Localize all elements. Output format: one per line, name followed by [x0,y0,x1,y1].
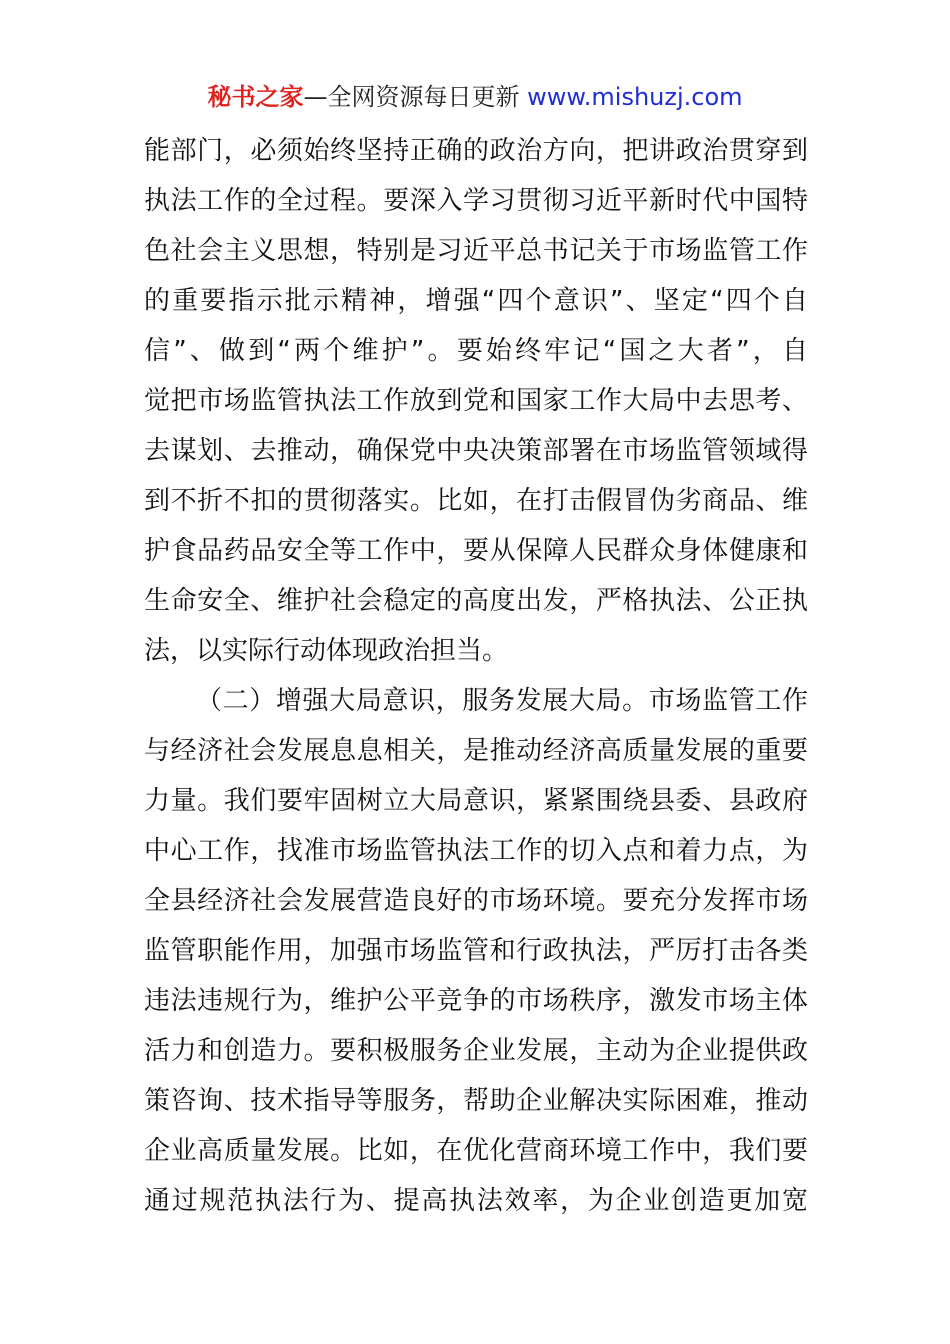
text-line: 执法工作的全过程。要深入学习贯彻习近平新时代中国特 [144,186,808,216]
text-line: 护食品药品安全等工作中，要从保障人民群众身体健康和 [144,536,808,566]
text-line: 的重要指示批示精神，增强“四个意识”、坚定“四个自 [144,286,808,316]
document-body [144,126,808,1226]
text-line: 色社会主义思想，特别是习近平总书记关于市场监管工作 [144,236,808,266]
text-line: 中心工作，找准市场监管执法工作的切入点和着力点，为 [144,836,808,866]
text-line: 活力和创造力。要积极服务企业发展，主动为企业提供政 [144,1036,808,1066]
text-line: 去谋划、去推动，确保党中央决策部署在市场监管领域得 [144,436,808,466]
text-line: 觉把市场监管执法工作放到党和国家工作大局中去思考、 [144,386,808,416]
section-heading-line: （二）增强大局意识，服务发展大局。市场监管工作 [196,686,808,716]
site-header [0,80,950,114]
text-line: 通过规范执法行为、提高执法效率，为企业创造更加宽 [144,1186,808,1216]
text-line: 力量。我们要牢固树立大局意识，紧紧围绕县委、县政府 [144,786,808,816]
text-line: 信”、做到“两个维护”。要始终牢记“国之大者”，自 [144,336,808,366]
text-line: 企业高质量发展。比如，在优化营商环境工作中，我们要 [144,1136,808,1166]
site-url-link[interactable]: www.mishuzj.com [527,83,743,111]
text-line: 法，以实际行动体现政治担当。 [144,636,509,666]
site-tagline: —全网资源每日更新 [303,83,520,111]
text-line: 违法违规行为，维护公平竞争的市场秩序，激发市场主体 [144,986,808,1016]
text-line: 能部门，必须始终坚持正确的政治方向，把讲政治贯穿到 [144,136,808,166]
site-brand: 秘书之家 [207,83,304,111]
text-line: 策咨询、技术指导等服务，帮助企业解决实际困难，推动 [144,1086,808,1116]
text-line: 监管职能作用，加强市场监管和行政执法，严厉打击各类 [144,936,808,966]
text-line: 到不折不扣的贯彻落实。比如，在打击假冒伪劣商品、维 [144,486,808,516]
text-line: 与经济社会发展息息相关，是推动经济高质量发展的重要 [144,736,808,766]
text-line: 全县经济社会发展营造良好的市场环境。要充分发挥市场 [144,886,808,916]
text-line: 生命安全、维护社会稳定的高度出发，严格执法、公正执 [144,586,808,616]
